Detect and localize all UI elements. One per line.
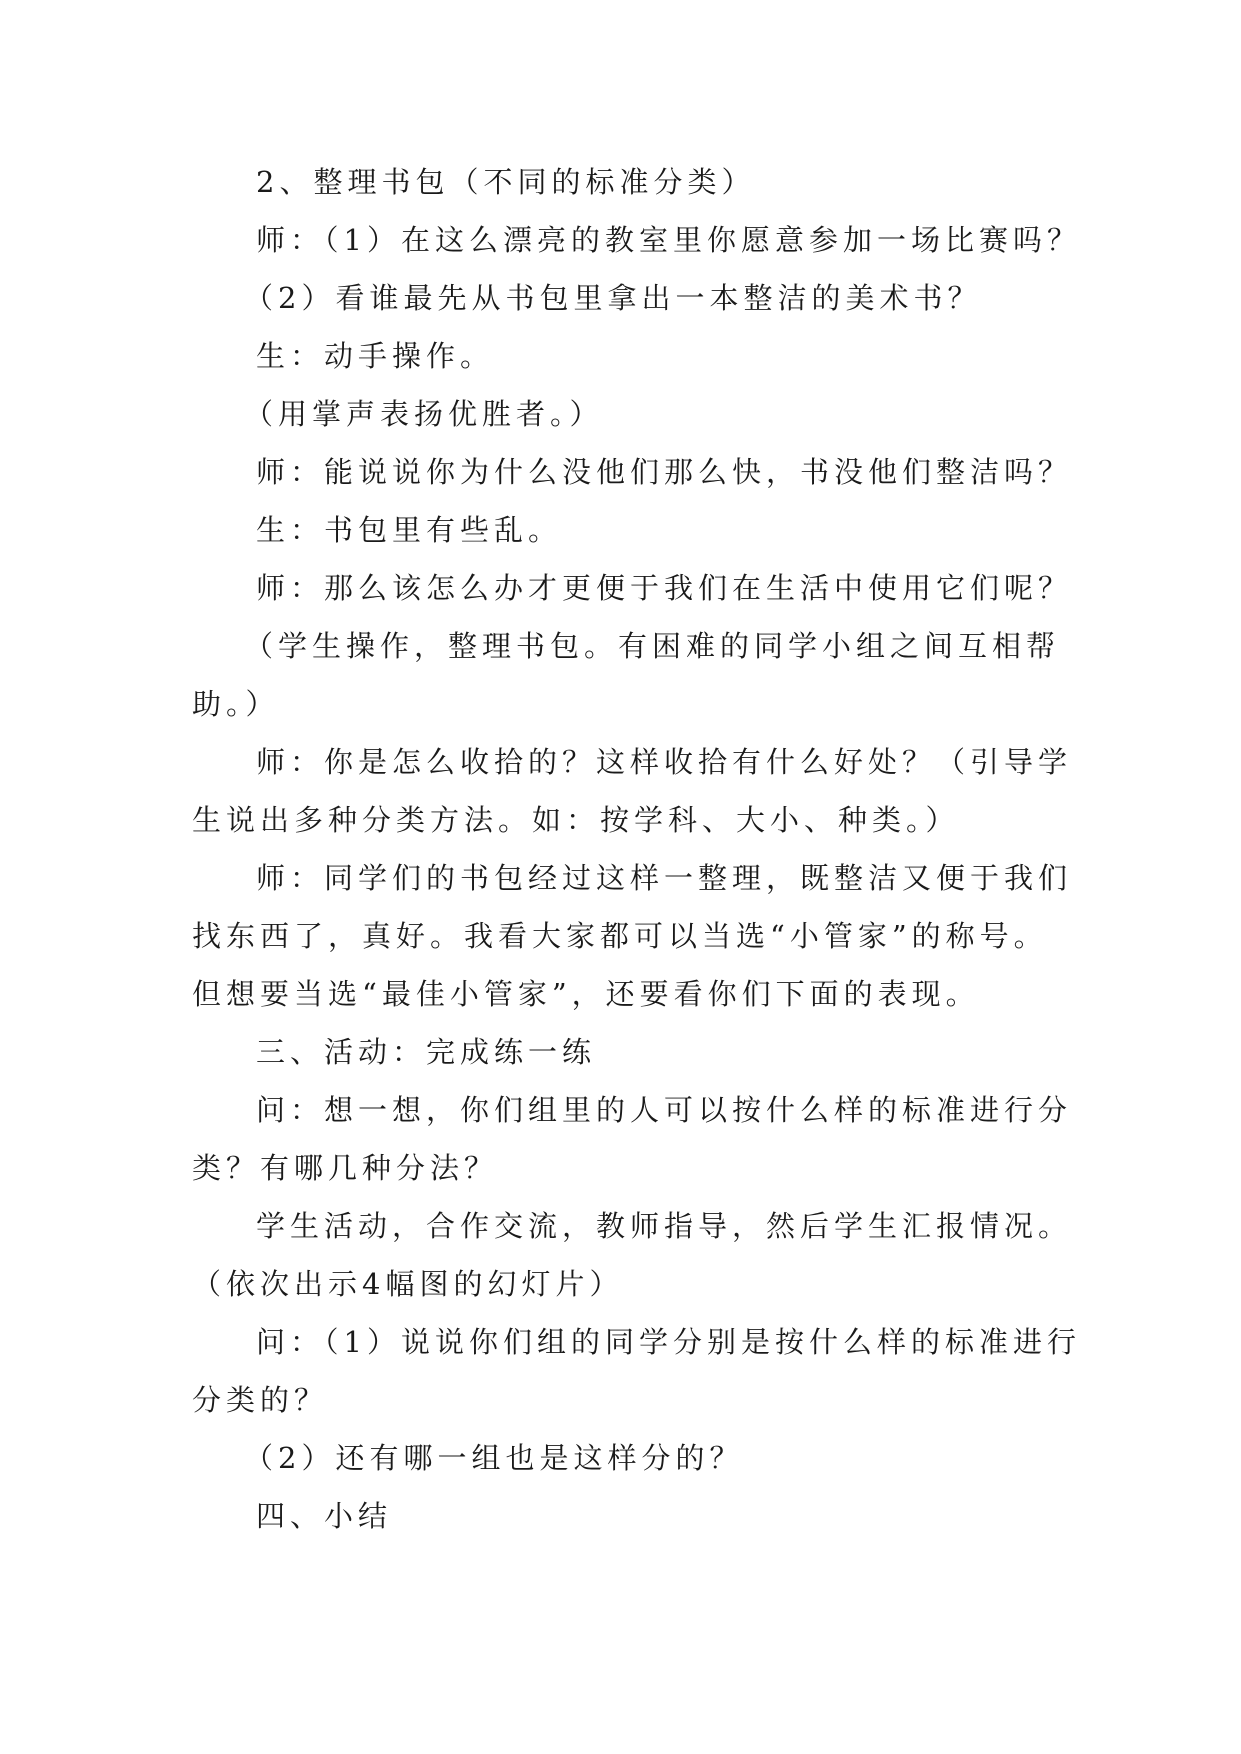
document-body <box>192 153 1081 1545</box>
paragraph-line: （依次出示4幅图的幻灯片） <box>192 1267 624 1301</box>
paragraph-line: （用掌声表扬优胜者。） <box>244 397 604 431</box>
paragraph-line: 问：（1）说说你们组的同学分别是按什么样的标准进行 <box>256 1325 1081 1359</box>
paragraph-line: 师：那么该怎么办才更便于我们在生活中使用它们呢？ <box>256 571 1073 605</box>
paragraph-line: （2）看谁最先从书包里拿出一本整洁的美术书？ <box>244 281 982 315</box>
paragraph-line: （2）还有哪一组也是这样分的？ <box>244 1441 744 1475</box>
paragraph-line: 助。） <box>192 687 280 721</box>
paragraph-line: 师：同学们的书包经过这样一整理，既整洁又便于我们 <box>256 861 1073 895</box>
paragraph-line: 师：能说说你为什么没他们那么快，书没他们整洁吗？ <box>256 455 1073 489</box>
paragraph-line: 学生活动，合作交流，教师指导，然后学生汇报情况。 <box>256 1209 1073 1243</box>
heading-organize-schoolbag: 2、整理书包（不同的标准分类） <box>256 165 756 199</box>
paragraph-line: 师：（1）在这么漂亮的教室里你愿意参加一场比赛吗？ <box>256 223 1081 257</box>
paragraph-line: 找东西了，真好。我看大家都可以当选“小管家”的称号。 <box>192 919 1048 953</box>
paragraph-line: 分类的？ <box>192 1383 329 1417</box>
paragraph-line: 师：你是怎么收拾的？这样收拾有什么好处？（引导学 <box>256 745 1073 779</box>
heading-summary: 四、小结 <box>256 1499 393 1533</box>
heading-activity: 三、活动：完成练一练 <box>256 1035 597 1069</box>
paragraph-line: （学生操作，整理书包。有困难的同学小组之间互相帮 <box>244 629 1061 663</box>
paragraph-line: 但想要当选“最佳小管家”，还要看你们下面的表现。 <box>192 977 980 1011</box>
paragraph-line: 生：动手操作。 <box>256 339 495 373</box>
paragraph-line: 生说出多种分类方法。如：按学科、大小、种类。） <box>192 803 960 837</box>
paragraph-line: 生：书包里有些乱。 <box>256 513 563 547</box>
paragraph-line: 类？有哪几种分法？ <box>192 1151 499 1185</box>
paragraph-line: 问：想一想，你们组里的人可以按什么样的标准进行分 <box>256 1093 1073 1127</box>
